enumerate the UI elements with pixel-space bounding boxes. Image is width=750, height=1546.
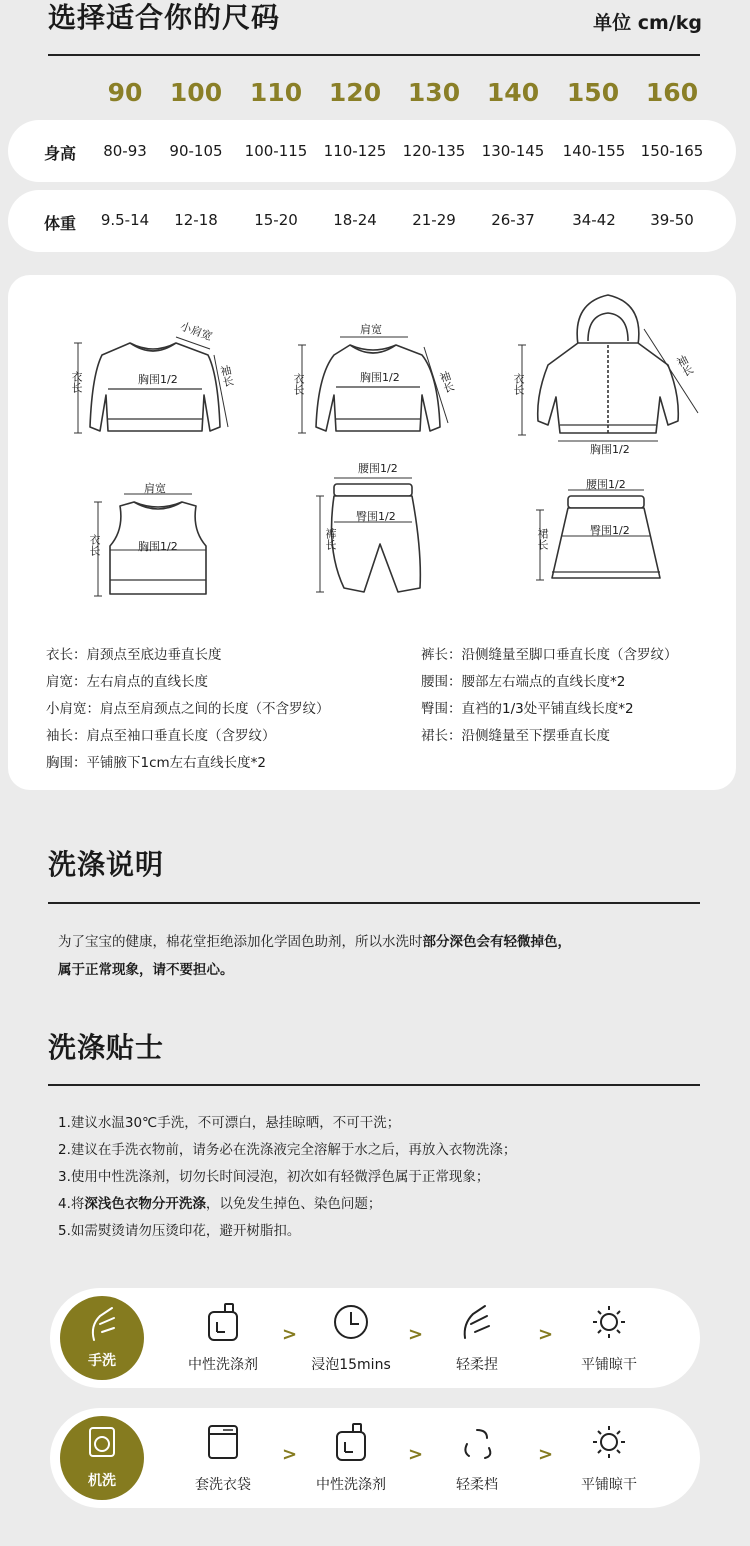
notes-bold: 部分深色会有轻微掉色，: [422, 934, 571, 950]
definition-item: 肩宽：左右肩点的直线长度: [46, 674, 208, 690]
hand-wash-badge: [60, 1296, 144, 1380]
tip-text: ，以免发生掉色、染色问题；: [205, 1196, 382, 1212]
hand-wash-row: [50, 1288, 700, 1388]
step-label: 套洗衣袋: [195, 1477, 251, 1493]
step-label: 中性洗涤剂: [188, 1357, 258, 1373]
tip-bold: 深浅色衣物分开洗涤: [84, 1196, 206, 1212]
height-row: [8, 120, 736, 182]
step-label: 平铺晾干: [581, 1477, 637, 1493]
arrow-icon: >: [538, 1444, 554, 1465]
hand-icon: [60, 1296, 144, 1350]
hoodie-diagram: [508, 285, 708, 465]
step-label: 平铺晾干: [581, 1357, 637, 1373]
definition-item: 裙长：沿侧缝量至下摆垂直长度: [421, 728, 610, 744]
arrow-icon: >: [408, 1444, 424, 1465]
measurement-guide-card: [8, 275, 736, 790]
tip-item: 2.建议在手洗衣物前，请务必在洗涤液完全溶解于水之后，再放入衣物洗涤；: [58, 1142, 517, 1158]
gentle-cycle-icon: [459, 1422, 495, 1462]
sleeve-label: 袖长: [436, 369, 457, 395]
definition-item: 臀围：直裆的1/3处平铺直线长度*2: [421, 701, 634, 717]
wash-step: [296, 1288, 406, 1388]
shoulder-label: 肩宽: [144, 482, 166, 495]
size-label: 110: [249, 78, 303, 107]
raglan-diagram: [288, 315, 458, 455]
height-value: 110-125: [323, 142, 387, 160]
washing-notes-title: 洗涤说明: [48, 848, 165, 881]
shoulder-label: 肩宽: [360, 323, 382, 336]
size-label: 140: [486, 78, 540, 107]
tip-text: 4.将: [58, 1196, 85, 1212]
weight-value: 26-37: [491, 211, 535, 229]
arrow-icon: >: [538, 1324, 554, 1345]
length-label: 衣长: [512, 373, 525, 395]
laundry-bag-icon: [205, 1422, 241, 1462]
wash-step: [296, 1408, 406, 1508]
waist-label: 腰围1/2: [358, 462, 398, 475]
hip-label: 臀围1/2: [590, 524, 630, 537]
definition-item: 腰围：腰部左右端点的直线长度*2: [421, 674, 626, 690]
detergent-bottle-icon: [333, 1422, 369, 1462]
row-label-height: 身高: [44, 144, 77, 163]
sun-icon: [591, 1422, 627, 1462]
weight-value: 15-20: [254, 211, 298, 229]
size-label: 130: [407, 78, 461, 107]
wash-step: [168, 1408, 278, 1508]
sleeve-label: 袖长: [217, 363, 236, 389]
skirt-diagram: [528, 480, 678, 595]
hand-wash-label: 手洗: [88, 1353, 116, 1369]
small-shoulder-label: 小肩宽: [178, 319, 215, 344]
size-chart-title: 选择适合你的尺码: [48, 1, 281, 34]
weight-value: 9.5-14: [100, 211, 150, 229]
size-label: 120: [328, 78, 382, 107]
divider: [48, 1084, 700, 1086]
chest-label: 胸围1/2: [590, 443, 630, 456]
sweatshirt-diagram: [68, 315, 238, 455]
height-value: 90-105: [169, 142, 223, 160]
wash-step: [422, 1288, 532, 1388]
hoodie-illustration: [508, 285, 708, 465]
wash-step: [554, 1288, 664, 1388]
definition-item: 袖长：肩点至袖口垂直长度（含罗纹）: [46, 728, 276, 744]
size-header-row: [85, 78, 715, 108]
size-label: 90: [107, 78, 143, 107]
notes-bold: 属于正常现象，请不要担心。: [58, 962, 234, 978]
washing-machine-icon: [60, 1416, 144, 1470]
wash-step: [168, 1288, 278, 1388]
divider: [48, 902, 700, 904]
notes-text: 为了宝宝的健康，棉花堂拒绝添加化学固色助剂，所以水洗时: [58, 934, 423, 950]
clock-icon: [333, 1302, 369, 1342]
height-value: 130-145: [481, 142, 545, 160]
tip-item: [58, 1191, 516, 1218]
arrow-icon: >: [282, 1324, 298, 1345]
divider: [48, 54, 700, 56]
length-label: 衣长: [88, 534, 101, 556]
height-value: 80-93: [103, 142, 147, 160]
step-label: 浸泡15mins: [311, 1357, 391, 1373]
pants-length-label: 裤长: [324, 528, 337, 550]
definition-item: 胸围：平铺腋下1cm左右直线长度*2: [46, 755, 267, 771]
length-label: 衣长: [70, 371, 83, 393]
size-label: 160: [645, 78, 699, 107]
step-label: 轻柔捏: [456, 1357, 498, 1373]
hip-label: 臀围1/2: [356, 510, 396, 523]
waist-label: 腰围1/2: [586, 478, 626, 491]
vest-diagram: [88, 480, 238, 610]
arrow-icon: >: [282, 1444, 298, 1465]
definition-item: 衣长：肩颈点至底边垂直长度: [46, 647, 222, 663]
height-value: 120-135: [402, 142, 466, 160]
definitions-right: [421, 642, 678, 750]
weight-value: 34-42: [572, 211, 616, 229]
size-label: 150: [566, 78, 620, 107]
machine-wash-badge: [60, 1416, 144, 1500]
weight-value: 21-29: [412, 211, 456, 229]
definition-item: 裤长：沿侧缝量至脚口垂直长度（含罗纹）: [421, 647, 678, 663]
definition-item: 小肩宽：肩点至肩颈点之间的长度（不含罗纹）: [46, 701, 330, 717]
washing-tips-title: 洗涤贴士: [48, 1031, 165, 1064]
chest-label: 胸围1/2: [138, 540, 178, 553]
machine-wash-row: [50, 1408, 700, 1508]
sleeve-label: 袖长: [673, 353, 696, 379]
arrow-icon: >: [408, 1324, 424, 1345]
wash-step: [554, 1408, 664, 1508]
unit-label: 单位 cm/kg: [593, 12, 702, 34]
height-value: 100-115: [244, 142, 308, 160]
height-value: 140-155: [562, 142, 626, 160]
size-label: 100: [169, 78, 223, 107]
weight-value: 12-18: [174, 211, 218, 229]
chest-label: 胸围1/2: [138, 373, 178, 386]
weight-value: 18-24: [333, 211, 377, 229]
washing-notes-text: [58, 928, 698, 984]
detergent-bottle-icon: [205, 1302, 241, 1342]
machine-wash-label: 机洗: [88, 1473, 116, 1489]
step-label: 中性洗涤剂: [316, 1477, 386, 1493]
washing-tips-list: [58, 1110, 516, 1245]
step-label: 轻柔档: [456, 1477, 498, 1493]
pants-diagram: [308, 462, 438, 605]
tip-item: 3.使用中性洗涤剂，切勿长时间浸泡，初次如有轻微浮色属于正常现象；: [58, 1169, 490, 1185]
weight-row: [8, 190, 736, 252]
sun-icon: [591, 1302, 627, 1342]
length-label: 衣长: [292, 373, 305, 395]
row-label-weight: 体重: [44, 214, 77, 233]
height-value: 150-165: [640, 142, 704, 160]
definitions-left: [46, 642, 330, 777]
chest-label: 胸围1/2: [360, 371, 400, 384]
wash-step: [422, 1408, 532, 1508]
tip-item: 1.建议水温30℃手洗，不可漂白，悬挂晾晒，不可干洗；: [58, 1115, 401, 1131]
skirt-length-label: 裙长: [536, 528, 549, 550]
weight-value: 39-50: [650, 211, 694, 229]
tip-item: 5.如需熨烫请勿压烫印花，避开树脂扣。: [58, 1223, 301, 1239]
hand-squeeze-icon: [459, 1302, 495, 1342]
